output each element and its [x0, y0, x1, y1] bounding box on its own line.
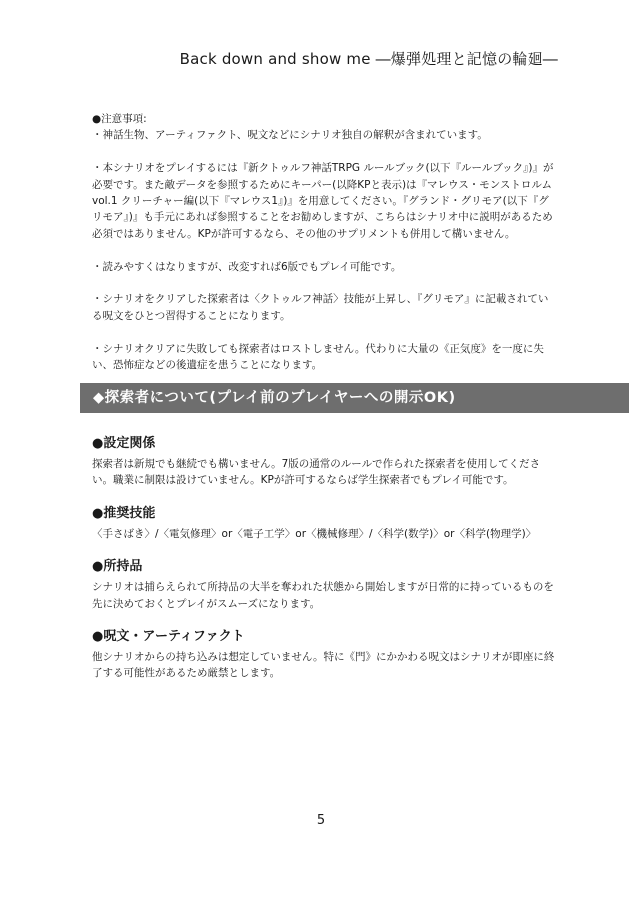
note-item: ・読みやすくはなりますが、改変すれば6版でもプレイ可能です。 — [92, 260, 402, 273]
page-number: 5 — [316, 813, 326, 828]
subsection-settings — [92, 435, 558, 489]
note-item: ・神話生物、アーティファクト、呪文などにシナリオ独自の解釈が含まれています。 — [92, 129, 488, 142]
note-item: ・本シナリオをプレイするには『新クトゥルフ神話TRPG ルールブック(以下『ルールブック』)』が必要です。また敵データを参照するためにキーパー(以降KPと表示)は『マレウス・モンストロルム vol.1 クリーチャー編(以下『マレウス1』)』を用意してください。『グランド・グリモア(以下『グリモア』)』も手元にあれば参照することをお勧めしますが、こちらはシナリオ中に説明があるため必須ではありません。KPが許可するなら、その他のサプリメントも併用して構いません。 — [92, 162, 554, 240]
subsection-heading: ●推奨技能 — [92, 505, 156, 521]
subsection-body: シナリオは捕らえられて所持品の大半を奪われた状態から開始しますが日常的に持っているものを先に決めておくとプレイがスムーズになります。 — [92, 581, 554, 610]
subsection-spells-artifacts — [92, 628, 558, 682]
note-item: ・シナリオクリアに失敗しても探索者はロストしません。代わりに大量の《正気度》を一度に失い、恐怖症などの後遺症を患うことになります。 — [92, 342, 544, 372]
section-header-bar: ◆探索者について(プレイ前のプレイヤーへの開示OK) — [80, 383, 629, 413]
note-item: ・シナリオをクリアした探索者は〈クトゥルフ神話〉技能が上昇し、『グリモア』に記載されている呪文をひとつ習得することになります。 — [92, 293, 549, 322]
subsection-body: 探索者は新規でも継続でも構いません。7版の通常のルールで作られた探索者を使用してください。職業に制限は設けていません。KPが許可するならば学生探索者でもプレイ可能です。 — [92, 458, 541, 487]
subsection-belongings — [92, 558, 558, 612]
subsection-body: 〈手さばき〉/〈電気修理〉or〈電子工学〉or〈機械修理〉/〈科学(数学)〉or〈科学(物理学)〉 — [92, 527, 537, 540]
subsection-heading: ●呪文・アーティファクト — [92, 629, 245, 645]
subsection-heading: ●設定関係 — [92, 436, 156, 451]
subsection-recommended-skills — [92, 505, 558, 542]
investigator-sections — [92, 435, 558, 698]
page-title: Back down and show me ―爆弾処理と記憶の輪廻― — [179, 50, 558, 68]
subsection-body: 他シナリオからの持ち込みは想定していません。特に《門》にかかわる呪文はシナリオが即座に終了する可能性があるため厳禁とします。 — [92, 651, 555, 680]
subsection-heading: ●所持品 — [92, 559, 143, 575]
notes-heading: ●注意事項: — [92, 113, 147, 125]
notes-block — [92, 111, 558, 390]
